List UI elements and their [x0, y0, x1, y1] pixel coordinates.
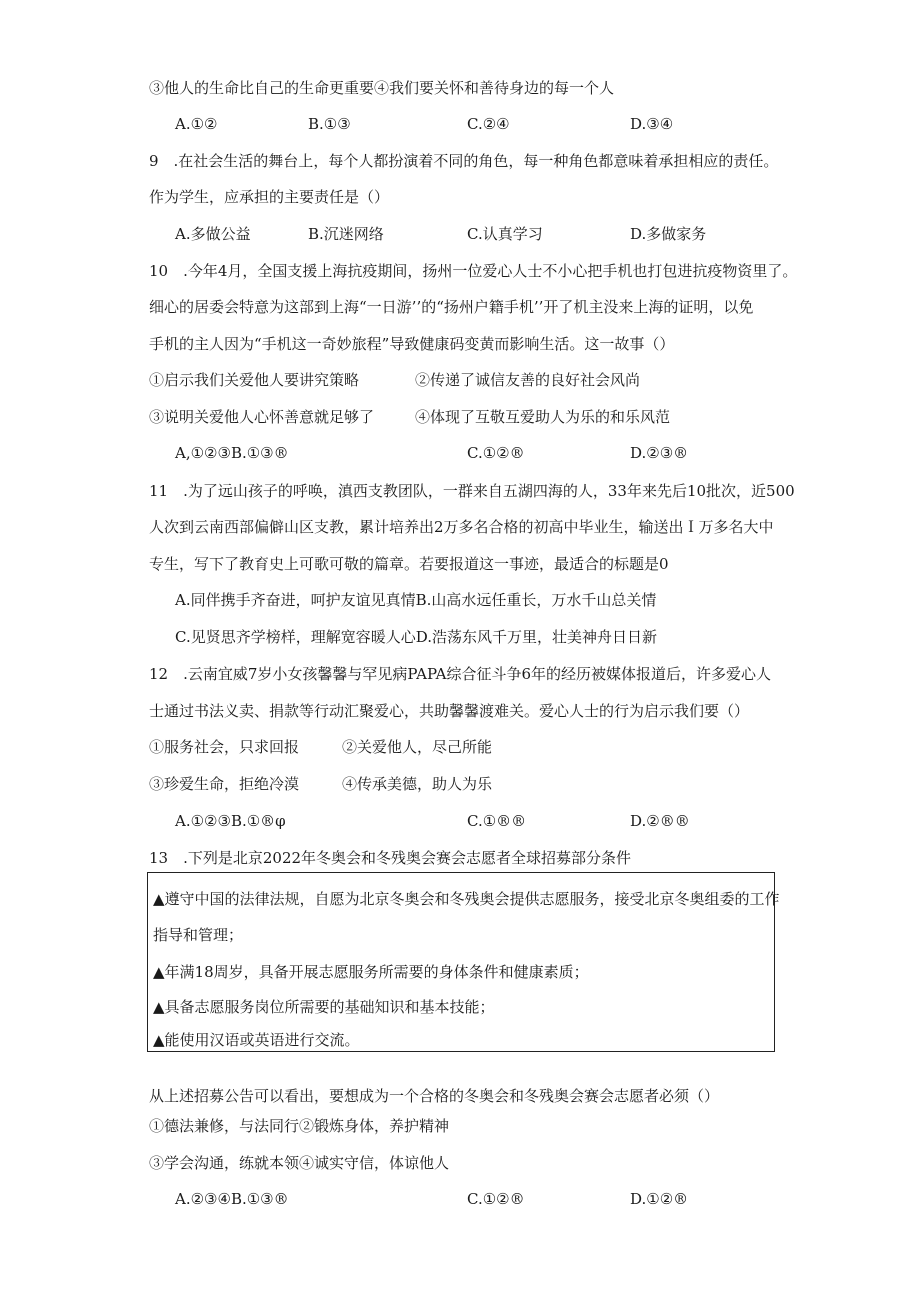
condition-4: ▲能使用汉语或英语进行交流。: [153, 1031, 360, 1049]
q11-stem-line-2: 人次到云南西部偏僻山区支教，累计培养出2万多名合格的初高中毕业生，输送出Ｉ万多名大中: [149, 518, 774, 536]
q12-option-d: D.②®®: [630, 812, 690, 830]
q9-stem-line-1: 9 .在社会生活的舞台上，每个人都扮演着不同的角色，每一种角色都意味着承担相应的责任。: [149, 152, 779, 170]
q12-item-4: ④传承美德，助人为乐: [342, 775, 493, 793]
q9-option-a: A.多做公益: [175, 225, 251, 243]
q12-item-1: ①服务社会，只求回报: [149, 738, 300, 756]
q11-stem-line-1: 11 .为了远山孩子的呼唤，滇西支教团队，一群来自五湖四海的人，33年来先后10批次，近500: [149, 482, 795, 500]
q10-option-d: D.②③®: [630, 444, 689, 462]
q8-option-a: A.①②: [175, 115, 218, 133]
q10-item-1: ①启示我们关爱他人要讲究策略: [149, 371, 360, 389]
condition-2: ▲年满18周岁，具备开展志愿服务所需要的身体条件和健康素质；: [153, 963, 589, 981]
q13-items-3-4: ③学会沟通，练就本领④诚实守信，体谅他人: [149, 1154, 450, 1172]
q10-stem-line-3: 手机的主人因为“手机这一奇妙旅程”导致健康码变黄而影响生活。这一故事（）: [149, 335, 675, 353]
q9-option-d: D.多做家务: [630, 225, 707, 243]
q11-options-cd: C.见贤思齐学榜样，理解宽容暖人心D.浩荡东风千万里，壮美神舟日日新: [175, 628, 657, 646]
q10-stem-line-2: 细心的居委会特意为这部到上海“一日游’’的“扬州户籍手机’’开了机主没来上海的证明，以免: [149, 298, 754, 316]
condition-3: ▲具备志愿服务岗位所需要的基础知识和基本技能；: [153, 998, 495, 1016]
q10-option-c: C.①②®: [467, 444, 525, 462]
q9-option-c: C.认真学习: [467, 225, 543, 243]
q12-option-c: C.①®®: [467, 812, 527, 830]
condition-1-cont: 指导和管理；: [153, 926, 244, 944]
q10-item-3: ③说明关爱他人心怀善意就足够了: [149, 408, 375, 426]
q11-options-ab: A.同伴携手齐奋进，呵护友谊见真情B.山高水远任重长，万水千山总关情: [175, 591, 657, 609]
q8-option-c: C.②④: [467, 115, 510, 133]
q11-stem-line-3: 专生，写下了教育史上可歌可敬的篇章。若要报道这一事迹，最适合的标题是0: [149, 555, 669, 573]
q13-question: 从上述招募公告可以看出，要想成为一个合格的冬奥会和冬残奥会赛会志愿者必须（）: [149, 1087, 720, 1105]
q12-stem-line-1: 12 .云南宜威7岁小女孩馨馨与罕见病PAPA综合征斗争6年的经历被媒体报道后，许多爱心人: [149, 665, 772, 683]
q13-option-c: C.①②®: [467, 1190, 525, 1208]
q8-option-d: D.③④: [630, 115, 674, 133]
q9-option-b: B.沉迷网络: [308, 225, 384, 243]
q8-option-b: B.①③: [308, 115, 351, 133]
q8-item-line: ③他人的生命比自己的生命更重要④我们要关怀和善待身边的每一个人: [149, 79, 615, 97]
q9-stem-line-2: 作为学生，应承担的主要责任是（）: [149, 188, 390, 206]
condition-1: ▲遵守中国的法律法规，自愿为北京冬奥会和冬残奥会提供志愿服务，接受北京冬奥组委的工作: [153, 890, 780, 908]
q13-option-ab: A.②③④B.①③®: [175, 1190, 289, 1208]
q10-item-4: ④体现了互敬互爱助人为乐的和乐风范: [415, 408, 671, 426]
q10-option-ab: A,①②③B.①③®: [175, 444, 289, 462]
q12-item-3: ③珍爱生命，拒绝冷漠: [149, 775, 300, 793]
q10-stem-line-1: 10 .今年4月，全国支援上海抗疫期间，扬州一位爱心人士不小心把手机也打包进抗疫物资里了。: [149, 262, 798, 280]
q12-option-ab: A.①②③B.①®φ: [175, 812, 286, 830]
q12-stem-line-2: 士通过书法义卖、捐款等行动汇聚爱心，共助馨馨渡难关。爱心人士的行为启示我们要（）: [149, 702, 750, 720]
q13-stem-line-1: 13 .下列是北京2022年冬奥会和冬残奥会赛会志愿者全球招募部分条件: [149, 849, 632, 867]
q12-item-2: ②关爱他人，尽己所能: [342, 738, 493, 756]
q13-items-1-2: ①德法兼修，与法同行②锻炼身体，养护精神: [149, 1117, 450, 1135]
recruitment-conditions-box: [147, 872, 780, 1052]
q10-item-2: ②传递了诚信友善的良好社会风尚: [415, 371, 641, 389]
q13-option-d: D.①②®: [630, 1190, 689, 1208]
